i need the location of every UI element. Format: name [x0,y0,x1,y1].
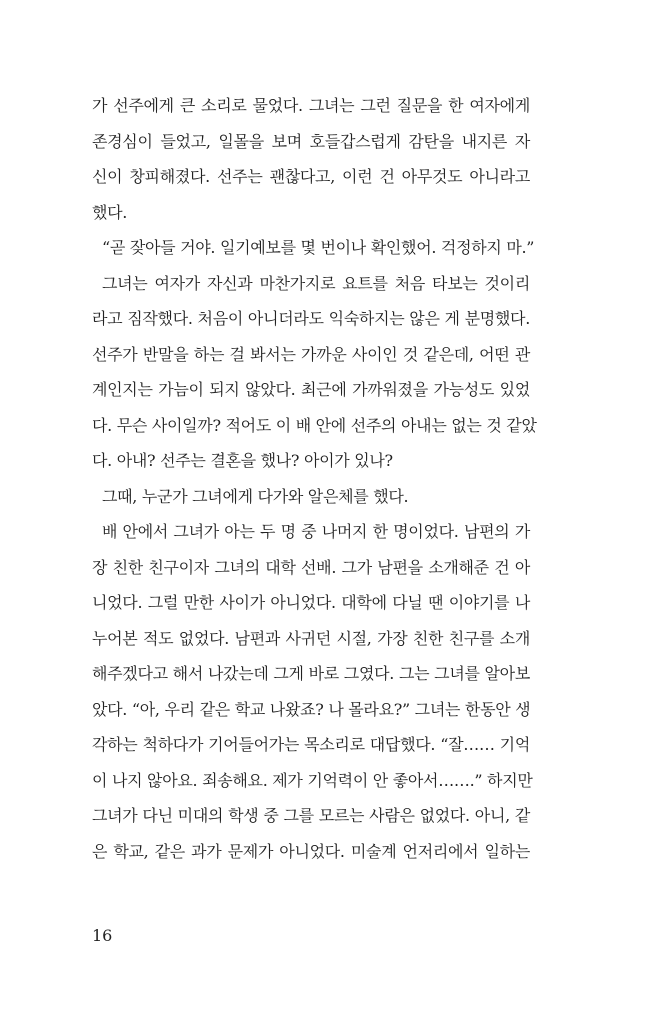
text-line: 선주가 반말을 하는 걸 봐서는 가까운 사이인 것 같은데, 어떤 관 [92,344,530,364]
text-line: 계인지는 가늠이 되지 않았다. 최근에 가까워졌을 가능성도 있었 [92,380,530,399]
text-line: 해주겠다고 해서 나갔는데 그게 바로 그였다. 그는 그녀를 알아보 [92,664,530,683]
text-line: 그때, 누군가 그녀에게 다가와 알은체를 했다. [102,486,409,506]
text-line: 했다. [92,202,128,222]
body-text [92,88,537,869]
text-line: 가 선주에게 큰 소리로 물었다. 그녀는 그런 질문을 한 여자에게 [92,96,530,115]
text-line: “곧 잦아들 거야. 일기예보를 몇 번이나 확인했어. 걱정하지 마.” [102,238,535,257]
text-line: 이 나지 않아요. 죄송해요. 제가 기억력이 안 좋아서…….” 하지만 [92,770,533,790]
text-line: 그녀가 다닌 미대의 학생 중 그를 모르는 사람은 없었다. 아니, 같 [92,806,530,825]
text-line: 았다. “아, 우리 같은 학교 나왔죠? 나 몰라요?” 그녀는 한동안 생 [92,699,531,719]
text-line: 각하는 척하다가 기어들어가는 목소리로 대답했다. “잘…… 기억 [92,735,530,754]
text-line: 니었다. 그럴 만한 사이가 아니었다. 대학에 다닐 땐 이야기를 나 [92,593,530,612]
text-line: 장 친한 친구이자 그녀의 대학 선배. 그가 남편을 소개해준 건 아 [92,557,530,577]
text-line: 다. 무슨 사이일까? 적어도 이 배 안에 선주의 아내는 없는 것 같았 [92,415,537,435]
text-line: 라고 짐작했다. 처음이 아니더라도 익숙하지는 않은 게 분명했다. [92,309,530,328]
text-line: 다. 아내? 선주는 결혼을 했나? 아이가 있나? [92,451,393,470]
page-number: 16 [92,926,113,945]
text-line: 신이 창피해졌다. 선주는 괜찮다고, 이런 건 아무것도 아니라고 [92,167,530,186]
text-line: 그녀는 여자가 자신과 마찬가지로 요트를 처음 타보는 것이리 [102,273,530,293]
text-line: 배 안에서 그녀가 아는 두 명 중 나머지 한 명이었다. 남편의 가 [102,522,530,541]
text-line: 누어본 적도 없었다. 남편과 사귀던 시절, 가장 친한 친구를 소개 [92,628,530,648]
text-line: 은 학교, 같은 과가 문제가 아니었다. 미술계 언저리에서 일하는 [92,841,530,861]
text-line: 존경심이 들었고, 일몰을 보며 호들갑스럽게 감탄을 내지른 자 [92,131,530,151]
